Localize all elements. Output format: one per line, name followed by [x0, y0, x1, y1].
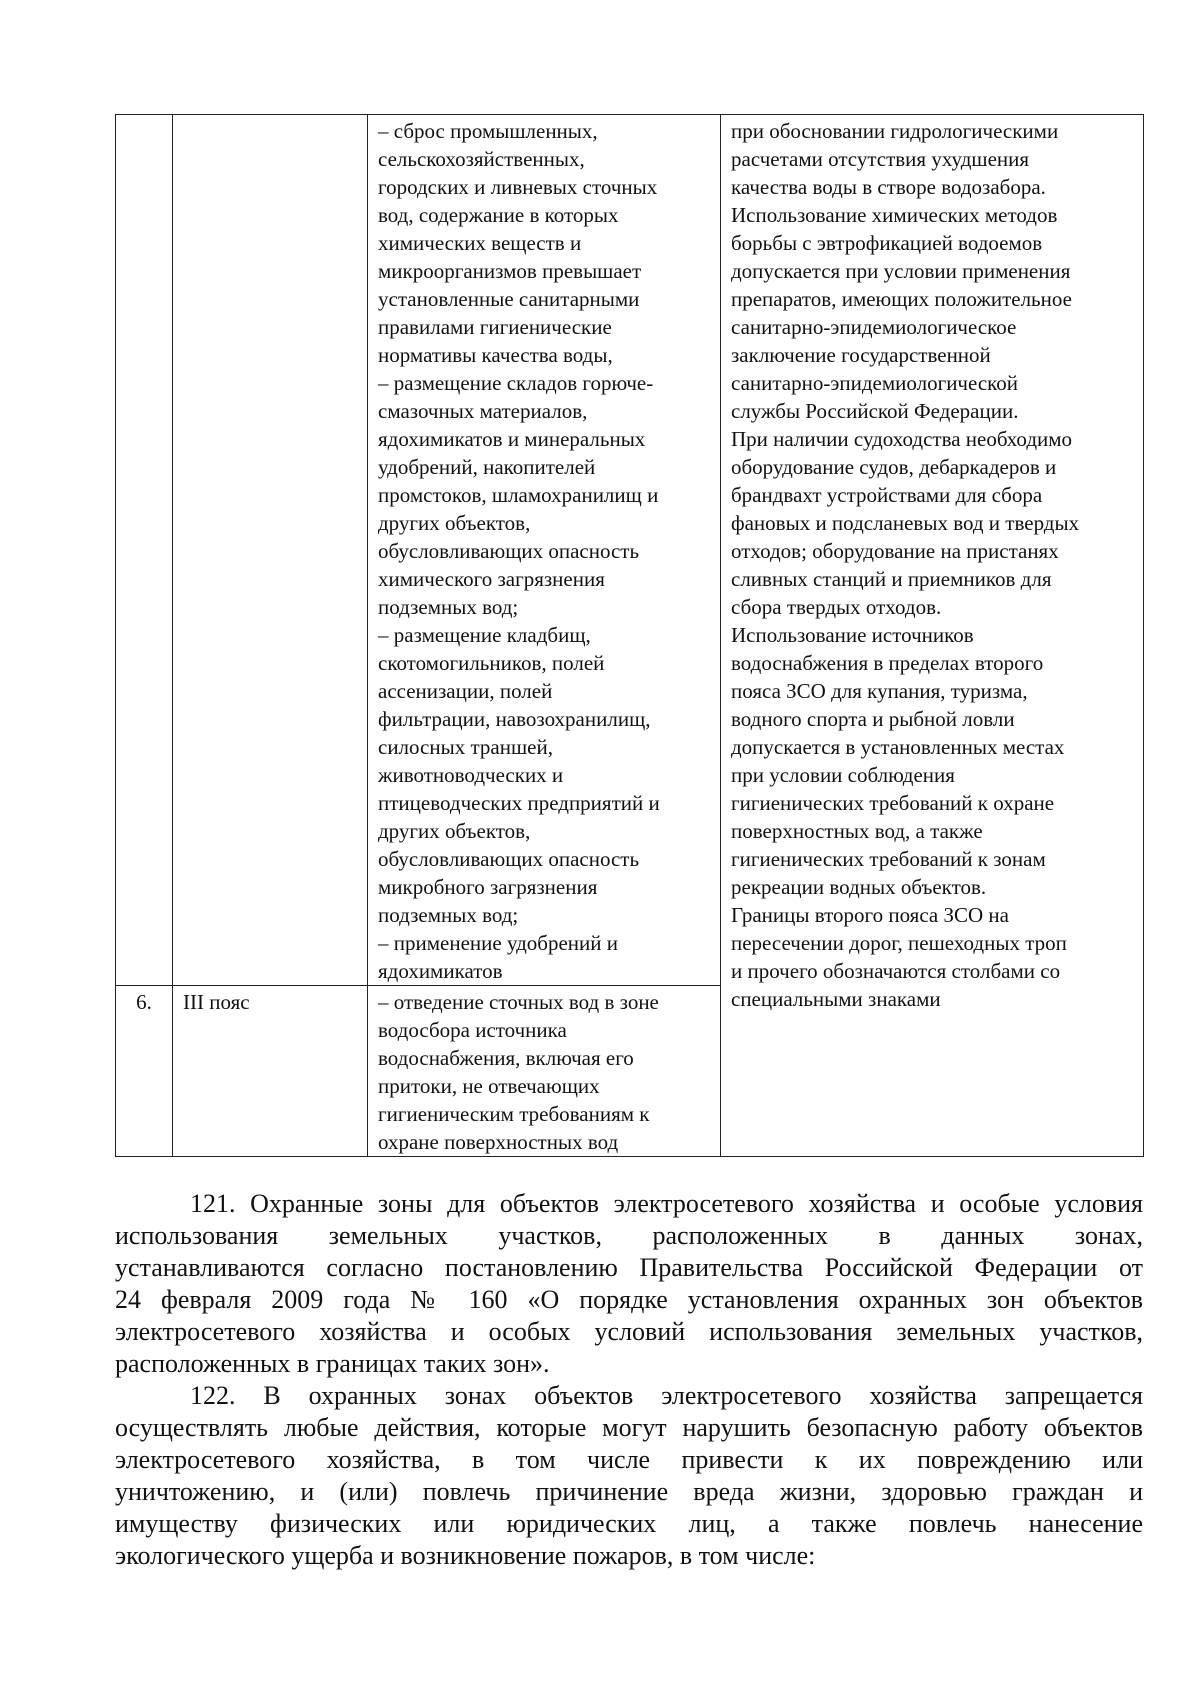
cell-text-line: оборудование судов, дебаркадеров и — [731, 455, 1057, 479]
cell-text-line: службы Российской Федерации. — [731, 399, 1019, 423]
cell-text-line: поверхностных вод, а также — [731, 819, 983, 843]
cell-text-line: рекреации водных объектов. — [731, 875, 987, 899]
cell-text-line: Границы второго пояса ЗСО на — [731, 903, 1009, 927]
cell-text-line: охране поверхностных вод — [378, 1130, 619, 1154]
cell-text-line: промстоков, шламохранилищ и — [378, 483, 659, 507]
cell-text-line: птицеводческих предприятий и — [378, 791, 660, 815]
body-text — [115, 1188, 1143, 1572]
cell-text-line: сливных станций и приемников для — [731, 567, 1052, 591]
cell-text-line: борьбы с эвтрофикацией водоемов — [731, 231, 1043, 255]
cell-text-line: городских и ливневых сточных — [378, 175, 658, 199]
prohibited-activities-cell — [368, 986, 721, 1157]
zone-name: III пояс — [183, 990, 250, 1014]
cell-text-line: пояса ЗСО для купания, туризма, — [731, 679, 1028, 703]
paragraph-122 — [115, 1380, 1143, 1572]
paragraph-line: уничтожению, и (или) повлечь причинение вреда жизни, здоровью граждан и — [115, 1477, 1143, 1506]
cell-text-line: гигиенических требований к зонам — [731, 847, 1046, 871]
cell-text-line: – размещение кладбищ, — [378, 623, 591, 647]
cell-text-line: сбора твердых отходов. — [731, 595, 942, 619]
cell-text-line: допускается при условии применения — [731, 259, 1071, 283]
paragraph-121 — [115, 1188, 1143, 1380]
prohibited-list — [378, 117, 712, 985]
cell-text-line: притоки, не отвечающих — [378, 1074, 600, 1098]
cell-text-line: – размещение складов горюче- — [378, 371, 654, 395]
cell-text-line: брандвахт устройствами для сбора — [731, 483, 1043, 507]
row-number-cell — [116, 986, 173, 1157]
paragraph-line: экологического ущерба и возникновение пожаров, в том числе: — [115, 1541, 816, 1570]
cell-text-line: санитарно-эпидемиологическое — [731, 315, 1017, 339]
cell-text-line: ядохимикатов и минеральных — [378, 427, 646, 451]
cell-text-line: – применение удобрений и — [378, 931, 619, 955]
cell-text-line: ассенизации, полей — [378, 679, 553, 703]
cell-text-line: ядохимикатов — [378, 959, 503, 983]
cell-text-line: При наличии судоходства необходимо — [731, 427, 1073, 451]
paragraph-line: 122. В охранных зонах объектов электросетевого хозяйства запрещается — [190, 1381, 1143, 1410]
cell-text-line: – сброс промышленных, — [378, 119, 598, 143]
cell-text-line: микроорганизмов превышает — [378, 259, 642, 283]
cell-text-line: химического загрязнения — [378, 567, 605, 591]
cell-text-line: подземных вод; — [378, 903, 519, 927]
paragraph-line: осуществлять любые действия, которые могут нарушить безопасную работу объектов — [115, 1413, 1143, 1442]
cell-text-line: других объектов, — [378, 819, 531, 843]
row-number-cell — [116, 115, 173, 986]
cell-text-line: микробного загрязнения — [378, 875, 598, 899]
paragraph-line: использования земельных участков, расположенных в данных зонах, — [115, 1221, 1143, 1250]
cell-text-line: гигиеническим требованиям к — [378, 1102, 650, 1126]
cell-text-line: правилами гигиенические — [378, 315, 612, 339]
cell-text-line: животноводческих и — [378, 763, 564, 787]
cell-text-line: других объектов, — [378, 511, 531, 535]
zone-cell — [173, 986, 368, 1157]
cell-text-line: и прочего обозначаются столбами со — [731, 959, 1061, 983]
cell-text-line: фановых и подсланевых вод и твердых — [731, 511, 1080, 535]
cell-text-line: водосбора источника — [378, 1018, 567, 1042]
cell-text-line: фильтрации, навозохранилищ, — [378, 707, 651, 731]
cell-text-line: обусловливающих опасность — [378, 847, 640, 871]
cell-text-line: водоснабжения в пределах второго — [731, 651, 1044, 675]
paragraph-line: имуществу физических или юридических лиц, а также повлечь нанесение — [115, 1509, 1143, 1538]
cell-text-line: нормативы качества воды, — [378, 343, 613, 367]
paragraph-line: электросетевого хозяйства и особых условий использования земельных участков, — [115, 1317, 1143, 1346]
table-row — [116, 115, 1144, 986]
cell-text-line: санитарно-эпидемиологической — [731, 371, 1019, 395]
cell-text-line: расчетами отсутствия ухудшения — [731, 147, 1030, 171]
cell-text-line: скотомогильников, полей — [378, 651, 605, 675]
cell-text-line: отходов; оборудование на пристанях — [731, 539, 1059, 563]
cell-text-line: – отведение сточных вод в зоне — [378, 990, 659, 1014]
cell-text-line: специальными знаками — [731, 987, 941, 1011]
zones-table — [115, 114, 1144, 1157]
cell-text-line: установленные санитарными — [378, 287, 640, 311]
cell-text-line: удобрений, накопителей — [378, 455, 596, 479]
prohibited-activities-cell — [368, 115, 721, 986]
cell-text-line: силосных траншей, — [378, 735, 553, 759]
cell-text-line: допускается в установленных местах — [731, 735, 1065, 759]
paragraph-line: расположенных в границах таких зон». — [115, 1349, 550, 1378]
cell-text-line: химических веществ и — [378, 231, 582, 255]
cell-text-line: гигиенических требований к охране — [731, 791, 1055, 815]
cell-text-line: обусловливающих опасность — [378, 539, 640, 563]
cell-text-line: сельскохозяйственных, — [378, 147, 585, 171]
cell-text-line: препаратов, имеющих положительное — [731, 287, 1072, 311]
cell-text-line: подземных вод; — [378, 595, 519, 619]
paragraph-line: 24 февраля 2009 года № 160 «О порядке установления охранных зон объектов — [115, 1285, 1143, 1314]
cell-text-line: качества воды в створе водозабора. — [731, 175, 1046, 199]
cell-text-line: водоснабжения, включая его — [378, 1046, 634, 1070]
paragraph-line: устанавливаются согласно постановлению Правительства Российской Федерации от — [115, 1253, 1143, 1282]
cell-text-line: смазочных материалов, — [378, 399, 588, 423]
paragraph-line: электросетевого хозяйства, в том числе привести к их повреждению или — [115, 1445, 1143, 1474]
zone-cell — [173, 115, 368, 986]
cell-text-line: водного спорта и рыбной ловли — [731, 707, 1015, 731]
cell-text-line: Использование химических методов — [731, 203, 1058, 227]
cell-text-line: при обосновании гидрологическими — [731, 119, 1059, 143]
conditions-cell — [721, 115, 1144, 1157]
prohibited-list — [378, 988, 712, 1156]
cell-text-line: Использование источников — [731, 623, 974, 647]
cell-text-line: заключение государственной — [731, 343, 991, 367]
cell-text-line: пересечении дорог, пешеходных троп — [731, 931, 1067, 955]
cell-text-line: при условии соблюдения — [731, 763, 955, 787]
cell-text-line: вод, содержание в которых — [378, 203, 619, 227]
paragraph-line: 121. Охранные зоны для объектов электросетевого хозяйства и особые условия — [190, 1189, 1143, 1218]
conditions-list — [731, 117, 1135, 1013]
row-number: 6. — [136, 990, 152, 1014]
